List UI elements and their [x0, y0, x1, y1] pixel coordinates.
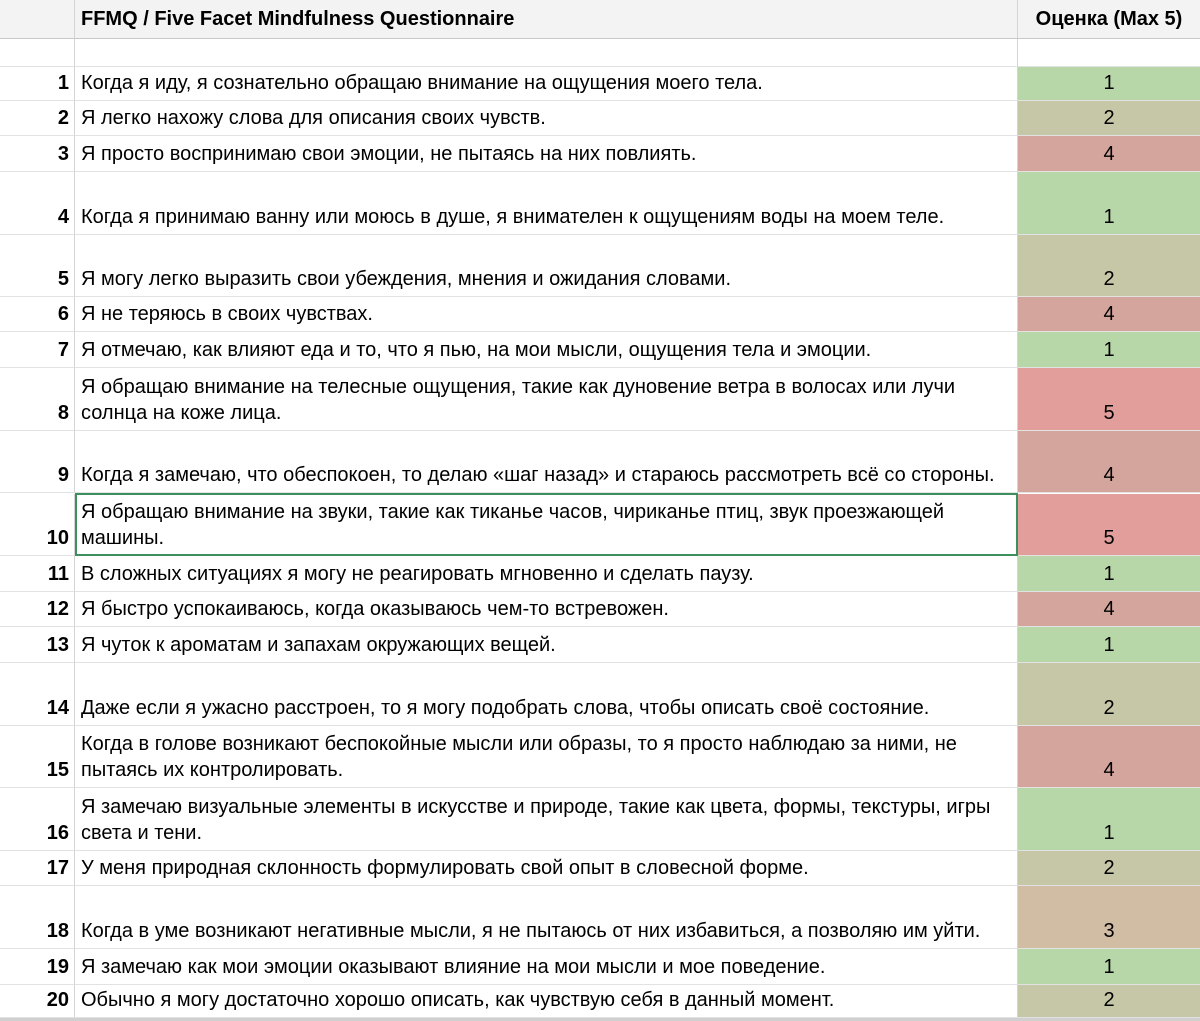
row-number: 19 [46, 956, 69, 978]
row-number-cell[interactable] [0, 368, 75, 431]
question-text: Я замечаю визуальные элементы в искусстве и природе, такие как цвета, формы, текстуры, игры света и тени. [81, 796, 991, 844]
row-number-cell[interactable] [0, 172, 75, 235]
row-number-cell[interactable] [0, 886, 75, 949]
table-row [0, 592, 1200, 627]
score-cell[interactable] [1018, 985, 1200, 1018]
table-row [0, 851, 1200, 886]
question-cell[interactable] [75, 494, 1018, 556]
question-text: Я обращаю внимание на звуки, такие как тиканье часов, чириканье птиц, звук проезжающей машины. [81, 501, 945, 549]
score-value: 2 [1103, 268, 1115, 290]
question-text: Я быстро успокаиваюсь, когда оказываюсь чем-то встревожен. [81, 598, 669, 620]
question-cell[interactable] [75, 851, 1018, 886]
table-row [0, 67, 1200, 101]
row-number-cell[interactable] [0, 663, 75, 726]
row-number-cell[interactable] [0, 985, 75, 1018]
question-cell[interactable] [75, 332, 1018, 368]
question-cell[interactable] [75, 172, 1018, 235]
row-number-cell[interactable] [0, 297, 75, 332]
question-text: Когда я принимаю ванну или моюсь в душе, я внимателен к ощущениям воды на моем теле. [81, 206, 945, 228]
question-text: Я просто воспринимаю свои эмоции, не пытаясь на них повлиять. [81, 143, 697, 165]
question-text: Я отмечаю, как влияют еда и то, что я пью, на мои мысли, ощущения тела и эмоции. [81, 339, 872, 361]
score-cell[interactable] [1018, 788, 1200, 851]
score-cell[interactable] [1018, 726, 1200, 788]
header-title-cell[interactable] [75, 0, 1018, 39]
row-number-cell[interactable] [0, 851, 75, 886]
table-row [0, 297, 1200, 332]
question-cell[interactable] [75, 788, 1018, 851]
score-value: 1 [1103, 822, 1115, 844]
table-row [0, 172, 1200, 235]
table-row [0, 886, 1200, 949]
score-cell[interactable] [1018, 368, 1200, 431]
question-text: Когда в голове возникают беспокойные мысли или образы, то я просто наблюдаю за ними, не пытаясь их контролировать. [81, 733, 957, 781]
row-number-cell[interactable] [0, 494, 75, 556]
question-text: Я не теряюсь в своих чувствах. [81, 303, 373, 325]
table-row [0, 431, 1200, 493]
score-value: 4 [1103, 759, 1115, 781]
row-number: 12 [46, 598, 69, 620]
question-cell[interactable] [75, 663, 1018, 726]
score-value: 4 [1103, 464, 1115, 486]
score-value: 5 [1103, 527, 1115, 549]
row-number-cell[interactable] [0, 726, 75, 788]
score-cell[interactable] [1018, 297, 1200, 332]
score-value: 1 [1103, 956, 1115, 978]
table-row [0, 235, 1200, 297]
question-cell[interactable] [75, 726, 1018, 788]
score-value: 1 [1103, 206, 1115, 228]
row-number: 8 [57, 402, 69, 424]
score-value: 1 [1103, 339, 1115, 361]
score-cell[interactable] [1018, 556, 1200, 592]
header-score-cell[interactable] [1018, 0, 1200, 39]
row-number: 18 [46, 920, 69, 942]
score-cell[interactable] [1018, 136, 1200, 172]
spacer-score-cell[interactable] [1018, 39, 1200, 67]
question-text: Я чуток к ароматам и запахам окружающих вещей. [81, 634, 556, 656]
row-number-cell[interactable] [0, 949, 75, 985]
question-cell[interactable] [75, 592, 1018, 627]
score-cell[interactable] [1018, 101, 1200, 136]
question-cell[interactable] [75, 136, 1018, 172]
question-text: Обычно я могу достаточно хорошо описать, как чувствую себя в данный момент. [81, 989, 835, 1011]
sheet-title: FFMQ / Five Facet Mindfulness Questionnaire [81, 7, 515, 30]
score-cell[interactable] [1018, 494, 1200, 556]
row-number-cell[interactable] [0, 136, 75, 172]
row-number: 4 [57, 206, 69, 228]
table-row [0, 101, 1200, 136]
score-value: 2 [1103, 857, 1115, 879]
header-corner-cell[interactable] [0, 0, 75, 39]
question-cell[interactable] [75, 235, 1018, 297]
score-cell[interactable] [1018, 172, 1200, 235]
question-cell[interactable] [75, 949, 1018, 985]
score-cell[interactable] [1018, 431, 1200, 493]
score-cell[interactable] [1018, 627, 1200, 663]
row-number-cell[interactable] [0, 67, 75, 101]
question-text: У меня природная склонность формулировать свой опыт в словесной форме. [81, 857, 809, 879]
table-row [0, 726, 1200, 788]
score-value: 4 [1103, 598, 1115, 620]
table-row [0, 788, 1200, 851]
row-number: 14 [46, 697, 69, 719]
score-value: 1 [1103, 563, 1115, 585]
score-cell[interactable] [1018, 592, 1200, 627]
question-text: Я обращаю внимание на телесные ощущения, такие как дуновение ветра в волосах или лучи солнца на коже лица. [81, 376, 956, 424]
table-row [0, 332, 1200, 368]
question-cell[interactable] [75, 368, 1018, 431]
score-value: 2 [1103, 107, 1115, 129]
row-number: 1 [57, 72, 69, 94]
score-value: 1 [1103, 72, 1115, 94]
question-cell[interactable] [75, 985, 1018, 1018]
question-text: Когда я замечаю, что обеспокоен, то делаю «шаг назад» и стараюсь рассмотреть всё со стороны. [81, 464, 995, 486]
spacer-text-cell[interactable] [75, 39, 1018, 67]
table-row [0, 663, 1200, 726]
row-number: 10 [46, 527, 69, 549]
question-cell[interactable] [75, 101, 1018, 136]
header-row [0, 0, 1200, 39]
row-number: 11 [47, 563, 69, 585]
row-number: 3 [57, 143, 69, 165]
question-text: Я замечаю как мои эмоции оказывают влияние на мои мысли и мое поведение. [81, 956, 826, 978]
table-row [0, 985, 1200, 1018]
score-cell[interactable] [1018, 67, 1200, 101]
question-text: Я легко нахожу слова для описания своих чувств. [81, 107, 546, 129]
row-number: 20 [46, 989, 69, 1011]
question-cell[interactable] [75, 67, 1018, 101]
row-number: 15 [46, 759, 69, 781]
score-value: 2 [1103, 989, 1115, 1011]
score-cell[interactable] [1018, 851, 1200, 886]
row-number-cell[interactable] [0, 592, 75, 627]
row-number: 7 [57, 339, 69, 361]
spacer-row [0, 39, 1200, 67]
table-row [0, 627, 1200, 663]
score-value: 2 [1103, 697, 1115, 719]
table-row [0, 368, 1200, 431]
question-cell[interactable] [75, 556, 1018, 592]
question-cell[interactable] [75, 297, 1018, 332]
row-number: 9 [57, 464, 69, 486]
score-cell[interactable] [1018, 949, 1200, 985]
question-text: Даже если я ужасно расстроен, то я могу подобрать слова, чтобы описать своё состояние. [81, 697, 930, 719]
row-number: 13 [46, 634, 69, 656]
row-number-cell[interactable] [0, 556, 75, 592]
question-cell[interactable] [75, 431, 1018, 493]
question-text: Когда в уме возникают негативные мысли, я не пытаюсь от них избавиться, а позволяю им уйти. [81, 920, 981, 942]
score-cell[interactable] [1018, 886, 1200, 949]
score-value: 1 [1103, 634, 1115, 656]
score-column-title: Оценка (Max 5) [1035, 7, 1183, 30]
table-row [0, 494, 1200, 556]
row-number-cell[interactable] [0, 101, 75, 136]
score-value: 3 [1103, 920, 1115, 942]
row-number-cell[interactable] [0, 332, 75, 368]
table-row [0, 556, 1200, 592]
question-cell[interactable] [75, 627, 1018, 663]
score-value: 4 [1103, 143, 1115, 165]
row-number: 5 [57, 268, 69, 290]
row-number: 6 [57, 303, 69, 325]
table-row [0, 949, 1200, 985]
row-number: 2 [57, 107, 69, 129]
question-text: Когда я иду, я сознательно обращаю внимание на ощущения моего тела. [81, 72, 763, 94]
question-text: В сложных ситуациях я могу не реагировать мгновенно и сделать паузу. [81, 563, 754, 585]
row-number: 16 [46, 822, 69, 844]
spacer-num-cell[interactable] [0, 39, 75, 67]
row-number-cell[interactable] [0, 431, 75, 493]
score-cell[interactable] [1018, 332, 1200, 368]
score-cell[interactable] [1018, 235, 1200, 297]
row-number: 17 [46, 857, 69, 879]
question-cell[interactable] [75, 886, 1018, 949]
score-value: 4 [1103, 303, 1115, 325]
score-value: 5 [1103, 402, 1115, 424]
table-row [0, 136, 1200, 172]
row-number-cell[interactable] [0, 235, 75, 297]
question-text: Я могу легко выразить свои убеждения, мнения и ожидания словами. [81, 268, 732, 290]
row-number-cell[interactable] [0, 788, 75, 851]
row-number-cell[interactable] [0, 627, 75, 663]
score-cell[interactable] [1018, 663, 1200, 726]
